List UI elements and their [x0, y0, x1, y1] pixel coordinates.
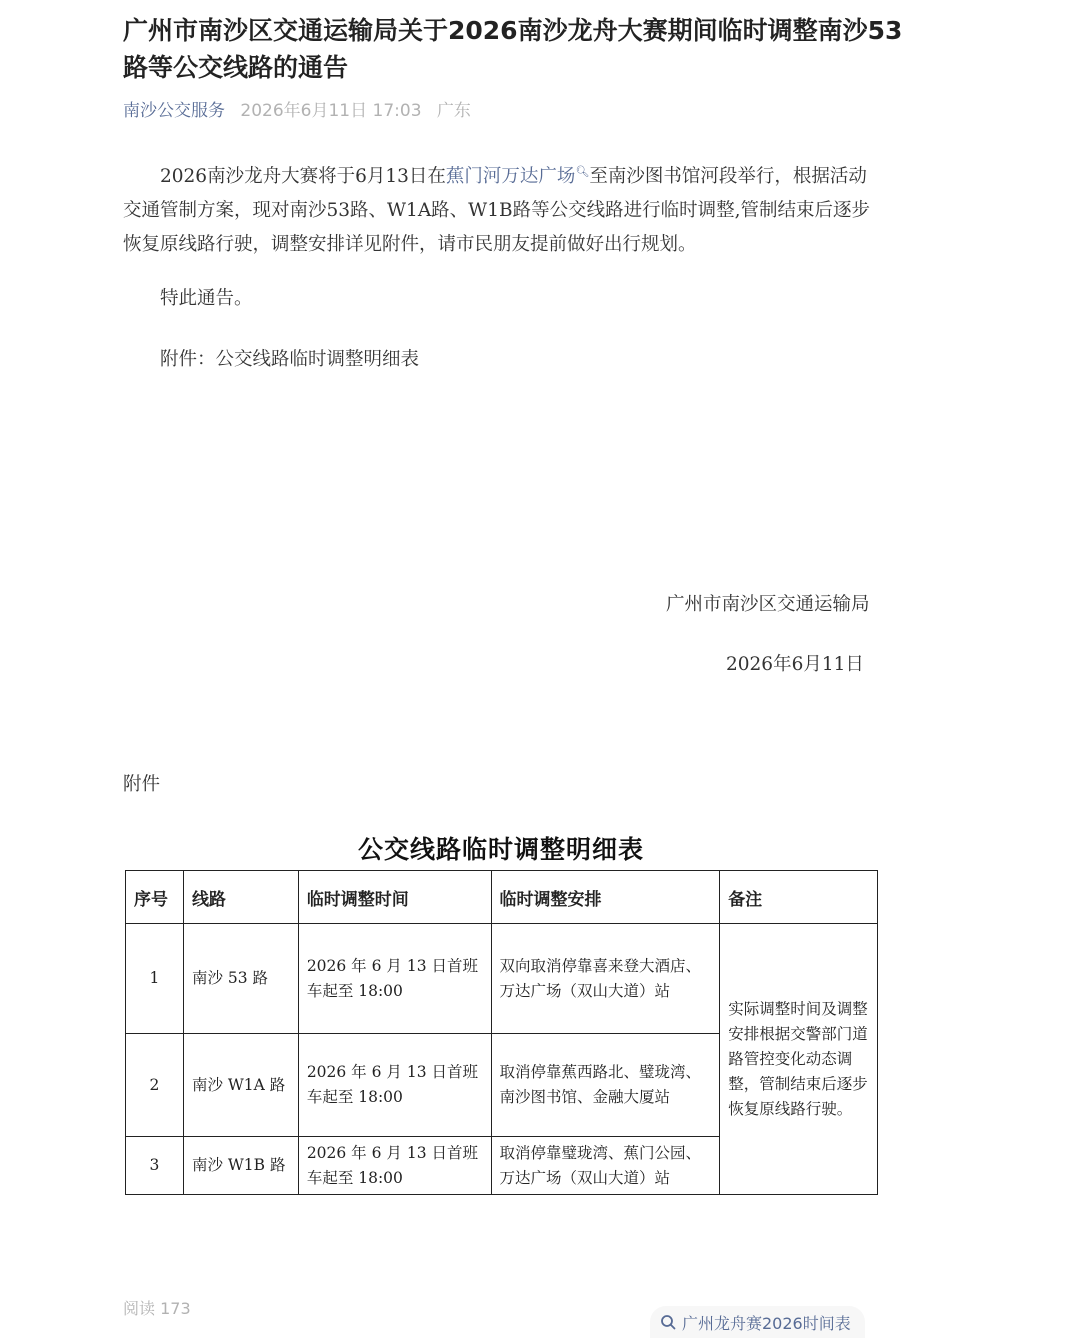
route-cell: 南沙 53 路	[183, 924, 298, 1034]
article-title: 广州市南沙区交通运输局关于2026南沙龙舟大赛期间临时调整南沙53路等公交线路的通告	[123, 16, 903, 82]
attachment-label: 附件	[123, 774, 161, 795]
header-cell: 线路	[183, 871, 298, 924]
place-link-text[interactable]: 蕉门河万达广场	[445, 166, 576, 188]
table-row	[126, 924, 878, 1034]
header-cell: 临时调整时间	[298, 871, 491, 924]
search-icon[interactable]: 🔍︎	[575, 165, 590, 178]
header-cell: 序号	[126, 871, 184, 924]
arrangement-cell: 取消停靠璧珑湾、蕉门公园、万达广场（双山大道）站	[491, 1137, 720, 1195]
related-search-button[interactable]	[650, 1306, 865, 1338]
publish-location: 广东	[436, 101, 471, 121]
header-cell: 临时调整安排	[491, 871, 720, 924]
route-cell: 南沙 W1B 路	[183, 1137, 298, 1195]
time-cell: 2026 年 6 月 13 日首班车起至 18:00	[298, 1034, 491, 1137]
body-paragraph-1	[123, 155, 885, 262]
table-title: 公交线路临时调整明细表	[357, 835, 644, 864]
adjustment-table	[125, 870, 878, 1195]
place-search-link[interactable]	[446, 166, 589, 187]
signature-organization: 广州市南沙区交通运输局	[666, 594, 870, 615]
row-number: 3	[126, 1137, 184, 1195]
remark-cell: 实际调整时间及调整安排根据交警部门道路管控变化动态调整，管制结束后逐步恢复原线路行驶。	[720, 924, 878, 1195]
paragraph-text-end: 至南沙图书馆河段举行，根据活动交通管制方案，现对南沙53路、W1A路、W1B路等公交线路进行临时调整,管制结束后逐步恢复原线路行驶，调整安排详见附件，请市民朋友提前做好出行规划。	[123, 166, 870, 256]
body-paragraph-3: 附件：公交线路临时调整明细表	[160, 349, 420, 370]
time-cell: 2026 年 6 月 13 日首班车起至 18:00	[298, 924, 491, 1034]
account-name-link[interactable]: 南沙公交服务	[123, 101, 225, 121]
body-paragraph-2: 特此通告。	[160, 288, 253, 309]
header-cell: 备注	[720, 871, 878, 924]
row-number: 2	[126, 1034, 184, 1137]
search-icon	[660, 1314, 676, 1330]
time-cell: 2026 年 6 月 13 日首班车起至 18:00	[298, 1137, 491, 1195]
read-count: 阅读 173	[123, 1299, 191, 1318]
related-search-text[interactable]: 广州龙舟赛2026时间表	[682, 1313, 851, 1333]
row-number: 1	[126, 924, 184, 1034]
paragraph-text-start: 2026南沙龙舟大赛将于6月13日在	[160, 166, 446, 188]
route-cell: 南沙 W1A 路	[183, 1034, 298, 1137]
publish-time: 2026年6月11日 17:03	[240, 101, 422, 121]
arrangement-cell: 双向取消停靠喜来登大酒店、万达广场（双山大道）站	[491, 924, 720, 1034]
signature-date: 2026年6月11日	[726, 654, 864, 675]
table-header-row	[126, 871, 878, 924]
article-meta	[123, 96, 471, 121]
arrangement-cell: 取消停靠蕉西路北、璧珑湾、南沙图书馆、金融大厦站	[491, 1034, 720, 1137]
